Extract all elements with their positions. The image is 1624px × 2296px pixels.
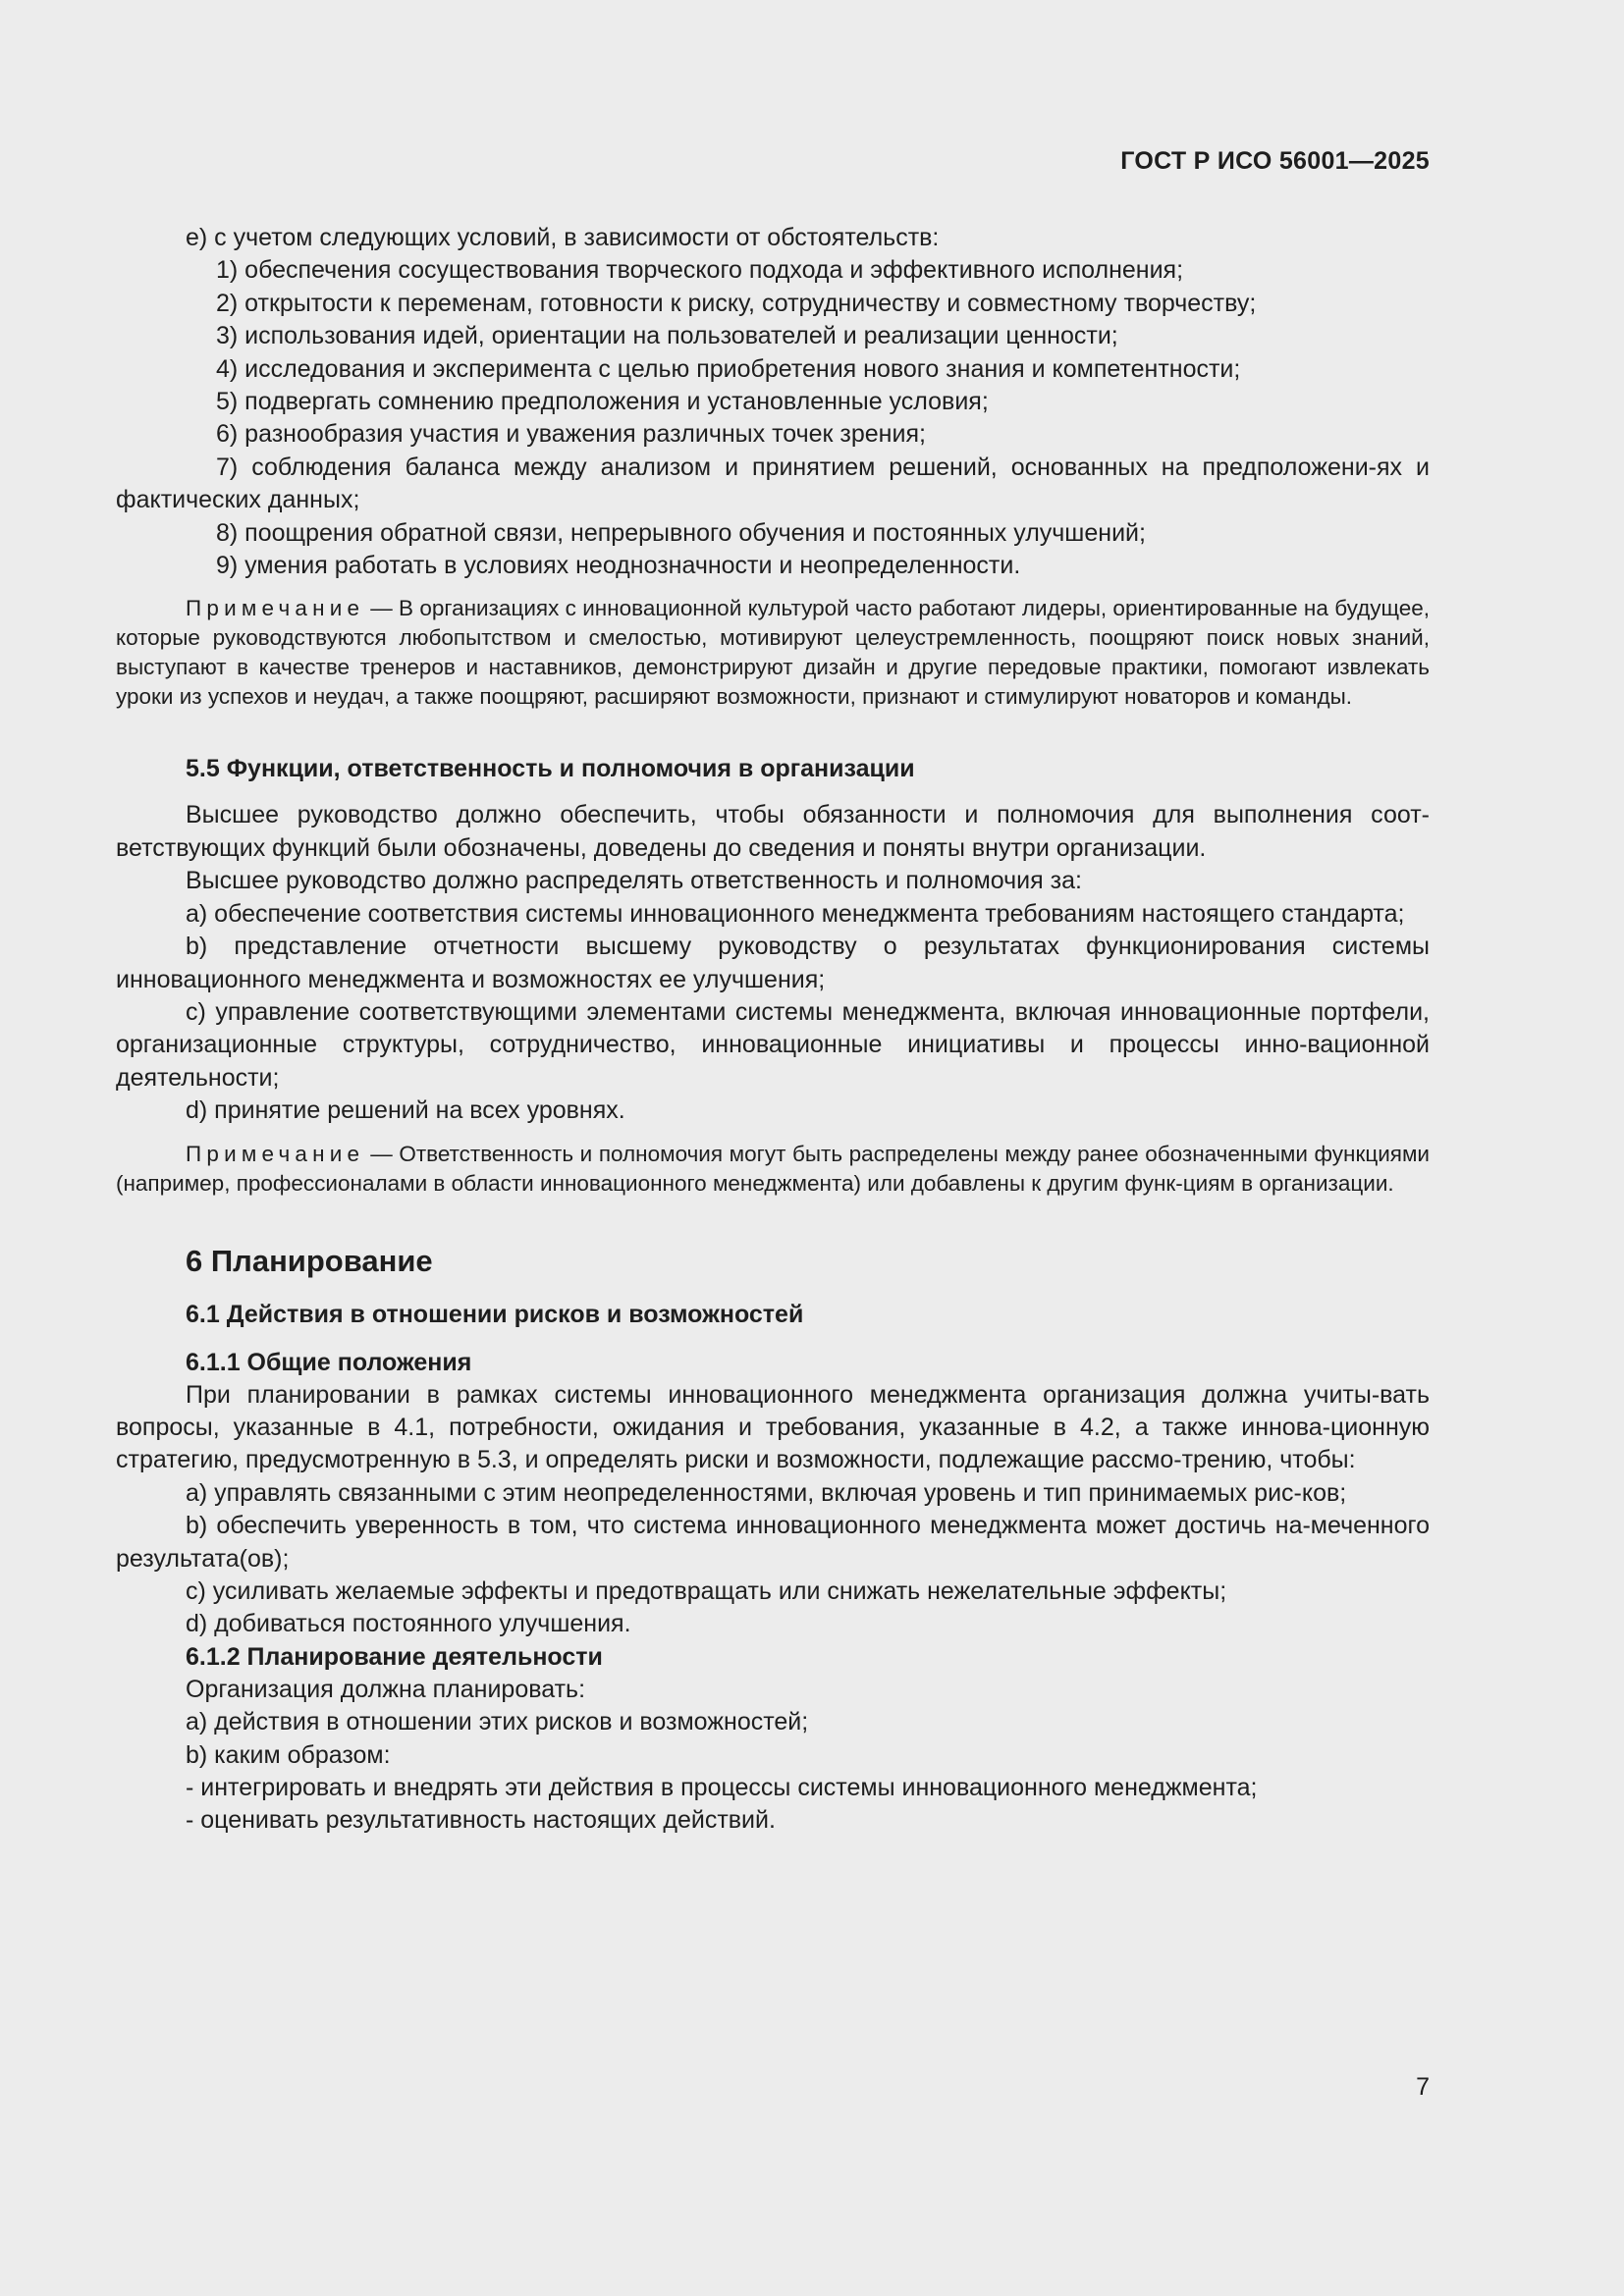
note-text: — Ответственность и полномочия могут быть распределены между ранее обозначенными функциями (например, профессионалами в области инновационного менеджмента) или добавлены к другим функ-циям в организации. xyxy=(116,1141,1430,1196)
section-5-5-item-a: a) обеспечение соответствия системы инновационного менеджмента требованиям настоящего стандарта; xyxy=(186,899,1405,928)
section-6-1-2-dash-item-2: - оценивать результативность настоящих действий. xyxy=(186,1806,776,1835)
condition-item-8: 8) поощрения обратной связи, непрерывного обучения и постоянных улучшений; xyxy=(216,518,1146,547)
section-6-1-2-paragraph: Организация должна планировать: xyxy=(186,1675,586,1703)
section-heading-6: 6 Планирование xyxy=(186,1243,433,1278)
condition-item-9: 9) умения работать в условиях неоднозначности и неопределенности. xyxy=(216,552,1021,580)
condition-item-1: 1) обеспечения сосуществования творческого подхода и эффективного исполнения; xyxy=(216,256,1184,285)
page-number: 7 xyxy=(1416,2073,1430,2101)
section-5-5-paragraph-1: Высшее руководство должно обеспечить, чтобы обязанности и полномочия для выполнения соот-ветствующих функций были обозначены, доведены до сведения и поняты внутри организации. xyxy=(116,801,1430,862)
section-6-1-1-item-d: d) добиваться постоянного улучшения. xyxy=(186,1610,631,1638)
note-label: Примечание xyxy=(186,1141,365,1166)
note-leadership xyxy=(116,594,1430,712)
note-text: — В организациях с инновационной культурой часто работают лидеры, ориентированные на будущее, которые руководствуются любопытством и смелостью, мотивируют целеустремленность, поощряют поиск новых знаний, выступают в качестве тренеров и наставников, демонстрируют дизайн и другие передовые практики, помогают извлекать уроки из успехов и неудач, а также поощряют, расширяют возможности, признают и стимулируют новаторов и команды. xyxy=(116,596,1430,710)
condition-item-2: 2) открытости к переменам, готовности к риску, сотрудничеству и совместному творчеству; xyxy=(216,289,1257,317)
document-header: ГОСТ Р ИСО 56001—2025 xyxy=(1120,147,1430,175)
section-5-5-item-b: b) представление отчетности высшему руководству о результатах функционирования системы инновационного менеджмента и возможностях ее улучшения; xyxy=(116,933,1430,993)
section-5-5-item-c: c) управление соответствующими элементами системы менеджмента, включая инновационные портфели, организационные структуры, сотрудничество, инновационные инициативы и процессы инно-вационной деятельности; xyxy=(116,997,1430,1092)
section-6-1-2-dash-item-1: - интегрировать и внедрять эти действия в процессы системы инновационного менеджмента; xyxy=(186,1774,1258,1801)
condition-item-3: 3) использования идей, ориентации на пользователей и реализации ценности; xyxy=(216,322,1118,350)
section-5-5-paragraph-2: Высшее руководство должно распределять ответственность и полномочия за: xyxy=(186,867,1082,895)
condition-item-4: 4) исследования и эксперимента с целью приобретения нового знания и компетентности; xyxy=(216,354,1241,383)
condition-item-7: 7) соблюдения баланса между анализом и принятием решений, основанных на предположени-ях и фактических данных; xyxy=(116,453,1430,514)
condition-item-6: 6) разнообразия участия и уважения различных точек зрения; xyxy=(216,420,926,449)
section-heading-5-5: 5.5 Функции, ответственность и полномочия в организации xyxy=(186,755,915,783)
condition-item-5: 5) подвергать сомнению предположения и установленные условия; xyxy=(216,388,989,416)
section-heading-6-1-1: 6.1.1 Общие положения xyxy=(186,1348,472,1376)
section-6-1-1-item-a: a) управлять связанными с этим неопределенностями, включая уровень и тип принимаемых рис-ков; xyxy=(186,1478,1347,1507)
page-content xyxy=(116,222,1430,1838)
list-item-e: e) с учетом следующих условий, в зависимости от обстоятельств: xyxy=(186,224,940,251)
section-6-1-2-item-a: a) действия в отношении этих рисков и возможностей; xyxy=(186,1708,809,1736)
note-label: Примечание xyxy=(186,596,365,621)
section-5-5-item-d: d) принятие решений на всех уровнях. xyxy=(186,1096,625,1125)
section-heading-6-1-2: 6.1.2 Планирование деятельности xyxy=(186,1642,603,1671)
section-6-1-1-item-b: b) обеспечить уверенность в том, что система инновационного менеджмента может достичь на-меченного результата(ов); xyxy=(116,1512,1430,1573)
section-6-1-1-paragraph: При планировании в рамках системы инновационного менеджмента организация должна учиты-вать вопросы, указанные в 4.1, потребности, ожидания и требования, указанные в 4.2, а также иннова-ционную стратегию, предусмотренную в 5.3, и определять риски и возможности, подлежащие рассмо-трению, чтобы: xyxy=(116,1380,1430,1474)
note-responsibility xyxy=(116,1140,1430,1199)
section-heading-6-1: 6.1 Действия в отношении рисков и возможностей xyxy=(186,1300,804,1328)
section-6-1-2-item-b: b) каким образом: xyxy=(186,1740,391,1769)
section-6-1-1-item-c: c) усиливать желаемые эффекты и предотвращать или снижать нежелательные эффекты; xyxy=(186,1576,1227,1605)
